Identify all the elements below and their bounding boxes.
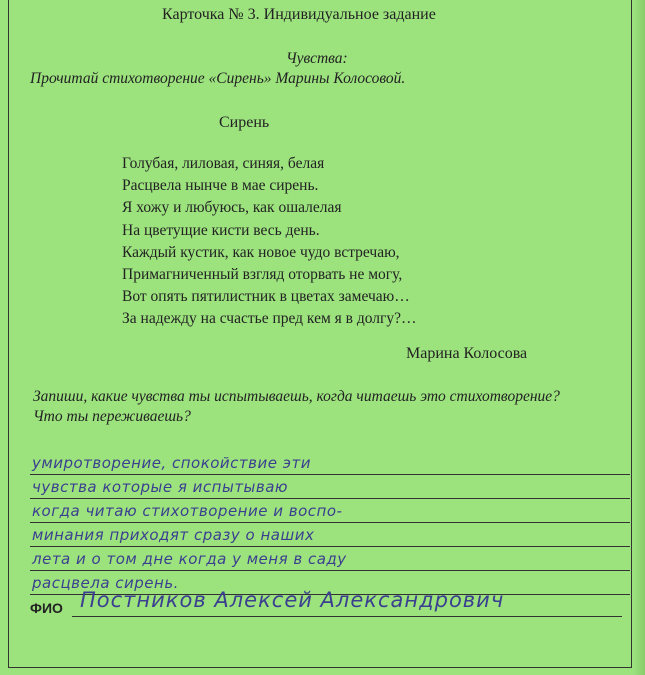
poem-line: На цветущие кисти весь день. bbox=[122, 221, 320, 239]
handwritten-answer: умиротворение, спокойствие эти bbox=[32, 454, 311, 472]
question-text: Запиши, какие чувства ты испытываешь, когда читаешь это стихотворение? Что ты переживаешь? bbox=[33, 388, 560, 425]
poem-line: Я хожу и любуюсь, как ошалелая bbox=[122, 199, 342, 217]
handwritten-answer: расцвела сирень. bbox=[32, 574, 179, 592]
topic-label: Чувства: bbox=[286, 50, 348, 67]
card-title: Карточка № 3. Индивидуальное задание bbox=[162, 6, 436, 23]
answer-line bbox=[30, 499, 630, 523]
answer-line bbox=[30, 547, 630, 571]
answer-line bbox=[30, 523, 630, 547]
poem-line: Расцвела нынче в мае сирень. bbox=[122, 177, 319, 195]
fio-handwritten-name: Постников Алексей Александрович bbox=[80, 588, 505, 612]
poem-body bbox=[122, 155, 417, 333]
poem-line: Каждый кустик, как новое чудо встречаю, bbox=[122, 243, 400, 261]
poem-title: Сирень bbox=[219, 114, 270, 131]
poem-line: Вот опять пятилистник в цветах замечаю… bbox=[122, 288, 410, 306]
poem-line: Голубая, лиловая, синяя, белая bbox=[122, 155, 325, 172]
page-edge bbox=[633, 0, 645, 675]
handwritten-answer: чувства которые я испытываю bbox=[32, 478, 289, 496]
fio-label: ФИО bbox=[30, 600, 63, 616]
handwritten-answer: лета и о том дне когда у меня в саду bbox=[32, 550, 347, 568]
poem-author: Марина Колосова bbox=[406, 345, 528, 362]
poem-line: Примагниченный взгляд оторвать не могу, bbox=[122, 265, 403, 283]
instruction-text: Прочитай стихотворение «Сирень» Марины Колосовой. bbox=[30, 70, 406, 87]
handwritten-answer: минания приходят сразу о наших bbox=[32, 526, 315, 544]
answer-area bbox=[30, 451, 630, 595]
answer-line bbox=[30, 451, 630, 475]
fio-line bbox=[72, 616, 622, 617]
handwritten-answer: когда читаю стихотворение и воспо- bbox=[32, 502, 343, 520]
poem-line: За надежду на счастье пред кем я в долгу?… bbox=[122, 310, 417, 328]
answer-line bbox=[30, 475, 630, 499]
